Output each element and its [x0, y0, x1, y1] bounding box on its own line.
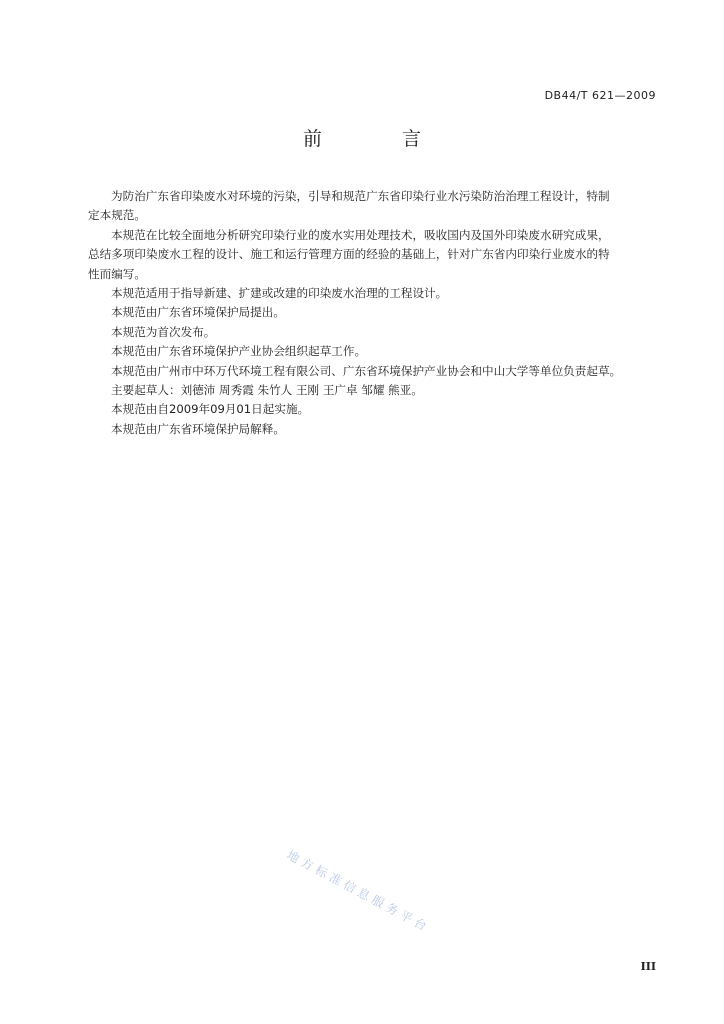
paragraph-scope: 本规范适用于指导新建、扩建或改建的印染废水治理的工程设计。	[111, 286, 448, 301]
paragraph-drafters: 主要起草人：刘德沛 周秀霞 朱竹人 王刚 王广卓 邹耀 熊亚。	[111, 383, 423, 398]
paragraph-proposer: 本规范由广东省环境保护局提出。	[111, 305, 285, 320]
paragraph-organizer: 本规范由广东省环境保护产业协会组织起草工作。	[111, 344, 367, 359]
page-title: 前 言	[302, 128, 459, 150]
paragraph-2-line-1: 本规范在比较全面地分析研究印染行业的废水实用处理技术，吸收国内及国外印染废水研究成果，	[111, 227, 610, 242]
paragraph-drafting-units: 本规范由广州市中环万代环境工程有限公司、广东省环境保护产业协会和中山大学等单位负责起草。	[111, 363, 622, 378]
paragraph-1-line-1: 为防治广东省印染废水对环境的污染，引导和规范广东省印染行业水污染防治治理工程设计，特制	[111, 189, 610, 203]
paragraph-first-release: 本规范为首次发布。	[111, 324, 216, 339]
standard-code: DB44/T 621—2009	[544, 89, 656, 102]
paragraph-2-line-3: 性而编写。	[88, 266, 146, 281]
paragraph-interpretation: 本规范由广东省环境保护局解释。	[111, 421, 285, 436]
paragraph-2-line-2: 总结多项印染废水工程的设计、施工和运行管理方面的经验的基础上，针对广东省内印染行业废水的特	[88, 247, 610, 262]
foreword-body	[88, 187, 658, 439]
page-number: III	[640, 960, 656, 973]
paragraph-effective-date: 本规范由自2009年09月01日起实施。	[111, 402, 310, 417]
watermark: 地方标准信息服务平台	[284, 847, 433, 936]
paragraph-1-line-2: 定本规范。	[88, 208, 146, 223]
